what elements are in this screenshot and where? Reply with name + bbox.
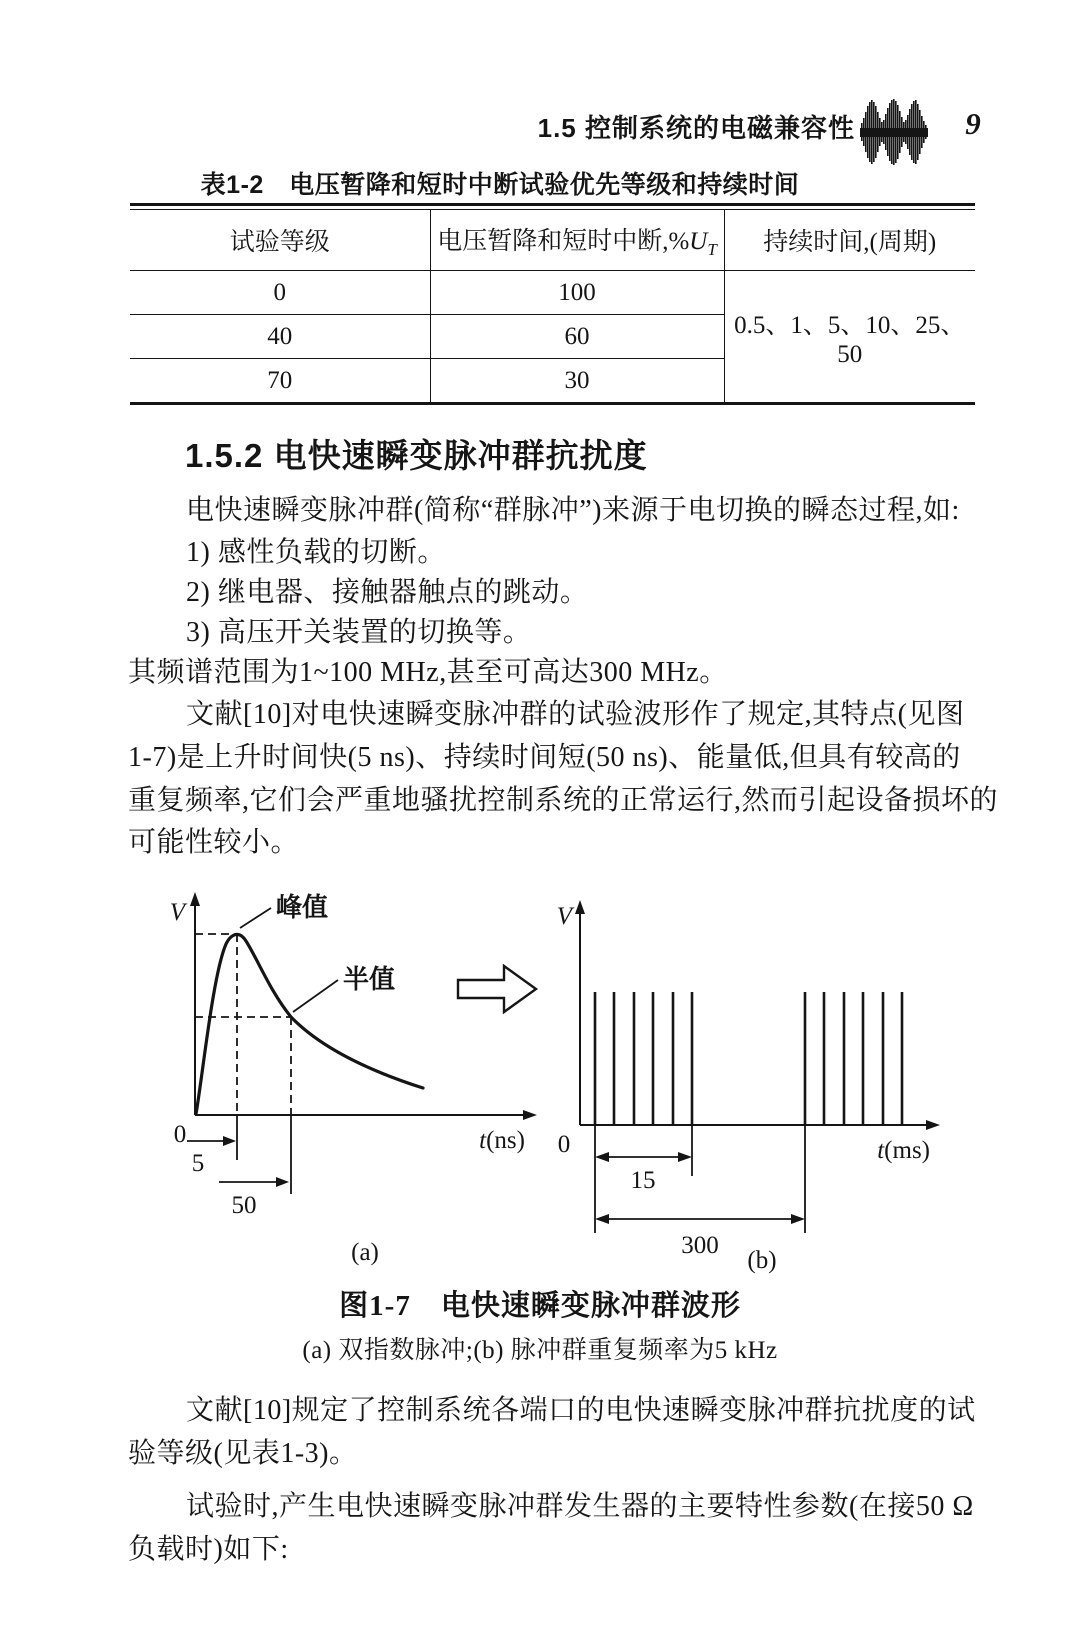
running-header-title: 1.5 控制系统的电磁兼容性 xyxy=(537,113,855,143)
cell-duration-merged: 0.5、1、5、10、25、50 xyxy=(724,271,975,404)
table-row xyxy=(130,271,975,315)
body-line: 验等级(见表1-3)。 xyxy=(128,1438,358,1469)
col-header-test-level: 试验等级 xyxy=(130,210,430,271)
plot-b-x-label: t(ms) xyxy=(877,1137,930,1164)
cell-level: 70 xyxy=(267,366,293,394)
body-line: 试验时,产生电快速瞬变脉冲群发生器的主要特性参数(在接50 Ω xyxy=(186,1491,974,1522)
subfigure-b-label: (b) xyxy=(747,1247,777,1274)
x-axis-arrow xyxy=(926,1120,940,1130)
figure-subcaption: (a) 双指数脉冲;(b) 脉冲群重复频率为5 kHz xyxy=(302,1337,778,1364)
cell-level: 40 xyxy=(130,315,430,359)
figure-1-7 xyxy=(130,858,975,1283)
plot-a-double-exponential xyxy=(170,892,537,1266)
body-line: 1-7)是上升时间快(5 ns)、持续时间短(50 ns)、能量低,但具有较高的 xyxy=(128,742,961,773)
col-header-voltage-dip: 电压暂降和短时中断$,\%U_T$ xyxy=(430,210,724,271)
body-line: 可能性较小。 xyxy=(128,827,300,858)
body-line: 电快速瞬变脉冲群(简称“群脉冲”)来源于电切换的瞬态过程,如: xyxy=(186,495,960,526)
right-arrow-icon xyxy=(458,966,536,1012)
cell-dip: 60 xyxy=(430,315,724,359)
plot-b-origin: 0 xyxy=(557,1131,571,1158)
cell-dip: 100 xyxy=(430,271,724,315)
body-line: 其频谱范围为1~100 MHz,甚至可高达300 MHz。 xyxy=(128,657,728,688)
plot-b-y-label: V xyxy=(556,903,572,930)
half-value-label: 半值 xyxy=(343,964,396,994)
burst-period-dimension: 300 xyxy=(681,1232,719,1259)
table-title: 表1-2 电压暂降和短时中断试验优先等级和持续时间 xyxy=(200,171,800,199)
col-header-duration: 持续时间,(周期) xyxy=(724,210,975,271)
burst-length-dimension: 15 xyxy=(630,1167,656,1194)
plot-a-x-label: t(ns) xyxy=(479,1127,525,1154)
table-1-2 xyxy=(130,203,975,405)
y-axis-arrow xyxy=(190,892,200,906)
section-heading: 1.5.2 电快速瞬变脉冲群抗扰度 xyxy=(185,437,648,474)
plot-a-y-label: V xyxy=(169,899,185,926)
pulse-burst-1 xyxy=(595,992,692,1125)
x-axis-arrow xyxy=(523,1110,537,1120)
figure-caption: 图1-7 电快速瞬变脉冲群波形 xyxy=(339,1290,741,1322)
body-list-item: 2) 继电器、接触器触点的跳动。 xyxy=(186,577,589,608)
body-line: 负载时)如下: xyxy=(128,1534,289,1565)
pulse-burst-2 xyxy=(805,992,902,1125)
body-list-item: 3) 高压开关装置的切换等。 xyxy=(186,617,532,648)
y-axis-arrow xyxy=(575,900,585,914)
duration-dimension: 50 xyxy=(231,1192,257,1219)
double-exponential-curve xyxy=(196,934,423,1114)
subfigure-a-label: (a) xyxy=(351,1239,379,1266)
burst-waveform-icon xyxy=(860,98,928,173)
plot-a-origin: 0 xyxy=(173,1121,187,1148)
body-line: 重复频率,它们会严重地骚扰控制系统的正常运行,然而引起设备损坏的 xyxy=(128,785,999,816)
body-line: 文献[10]规定了控制系统各端口的电快速瞬变脉冲群抗扰度的试 xyxy=(186,1395,976,1426)
cell-dip: 30 xyxy=(430,359,724,404)
page-number: 9 xyxy=(965,106,981,141)
cell-level: 0 xyxy=(130,271,430,315)
peak-value-label: 峰值 xyxy=(276,892,329,922)
rise-time-dimension: 5 xyxy=(191,1150,205,1177)
plot-b-pulse-bursts xyxy=(557,900,940,1274)
body-line: 文献[10]对电快速瞬变脉冲群的试验波形作了规定,其特点(见图 xyxy=(186,699,965,730)
body-list-item: 1) 感性负载的切断。 xyxy=(186,537,446,568)
